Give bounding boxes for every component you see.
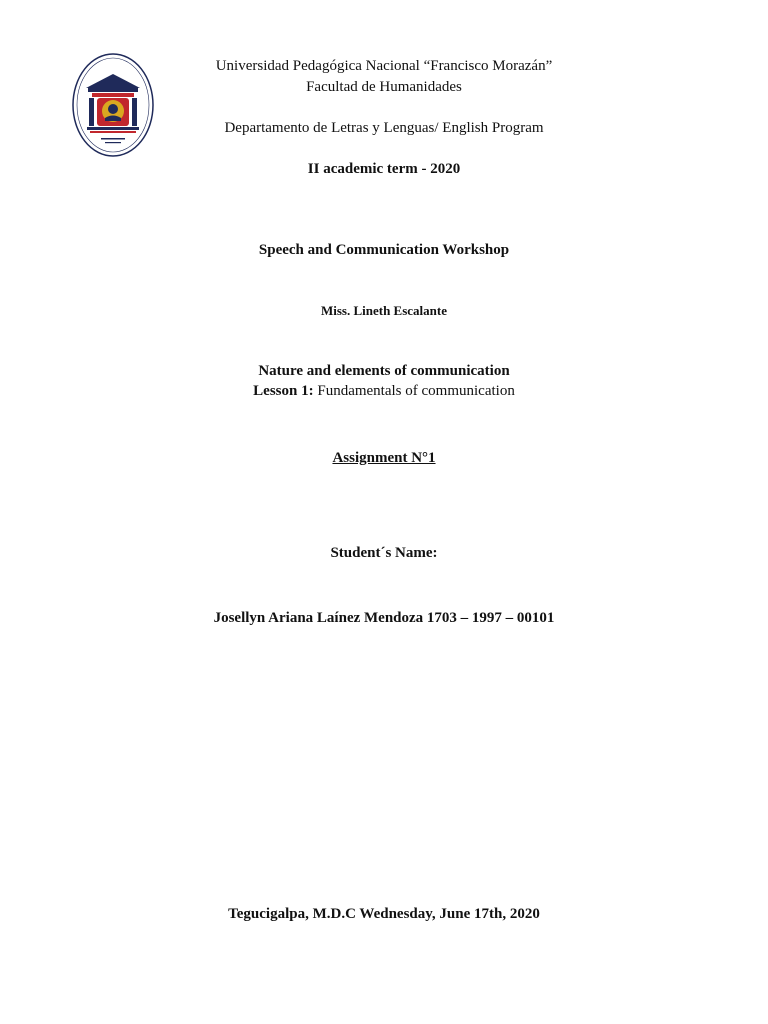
university-name: Universidad Pedagógica Nacional “Francisco Morazán” <box>215 58 553 74</box>
course-name: Speech and Communication Workshop <box>258 242 510 258</box>
lesson-title: Fundamentals of communication <box>317 383 515 399</box>
teacher-name: Miss. Lineth Escalante <box>320 303 448 318</box>
place-date: Tegucigalpa, M.D.C Wednesday, June 17th, 2020 <box>228 906 540 922</box>
student-name-id: Josellyn Ariana Laínez Mendoza 1703 – 1997 – 00101 <box>213 610 555 626</box>
lesson-label: Lesson 1: <box>253 383 314 399</box>
faculty-name: Facultad de Humanidades <box>306 79 462 95</box>
lesson-topic: Nature and elements of communication <box>258 363 510 379</box>
student-label: Student´s Name: <box>330 545 438 561</box>
assignment-title-text: Assignment N°1 <box>332 450 436 466</box>
department-name: Departamento de Letras y Lenguas/ English Program <box>224 120 544 136</box>
lesson-line <box>0 382 768 400</box>
assignment-title <box>0 449 768 467</box>
academic-term: II academic term - 2020 <box>307 161 461 177</box>
